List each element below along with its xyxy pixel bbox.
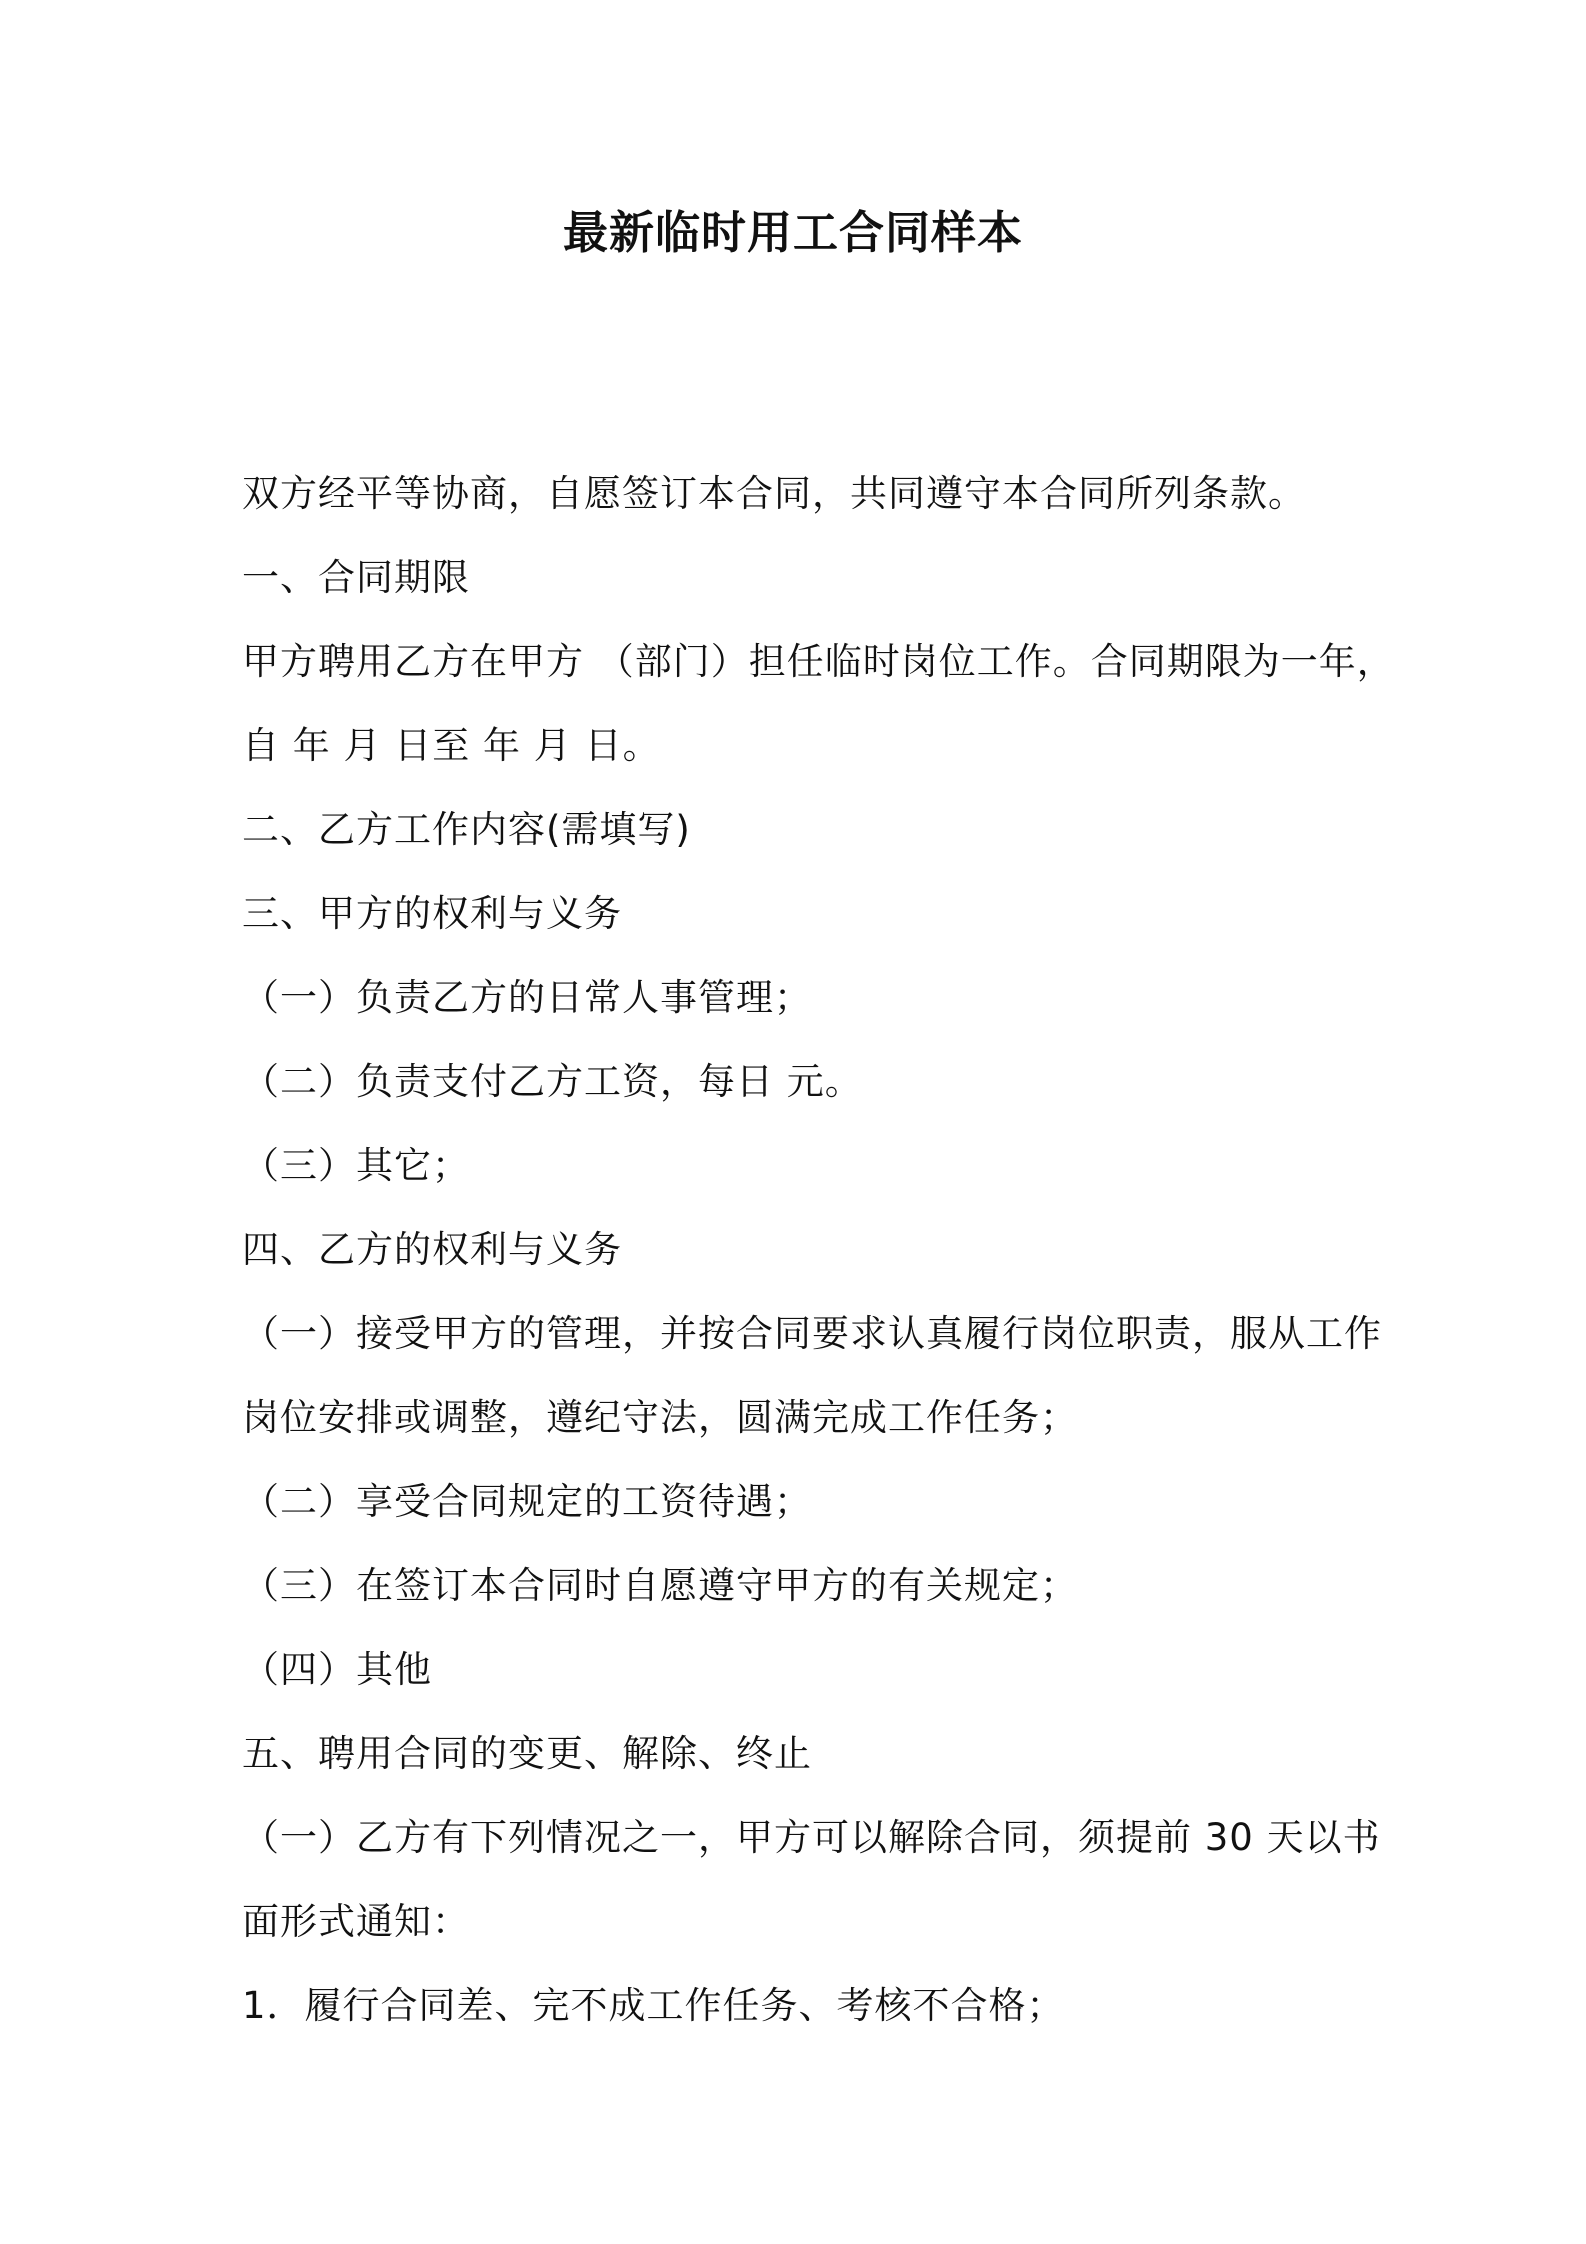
document-title: 最新临时用工合同样本 (562, 206, 1023, 259)
clause-4-2: （二）享受合同规定的工资待遇； (242, 1480, 812, 1523)
clause-4-1-line-1: （一）接受甲方的管理，并按合同要求认真履行岗位职责，服从工作 (242, 1312, 1382, 1355)
section-heading-5: 五、聘用合同的变更、解除、终止 (242, 1732, 812, 1775)
clause-5-1-item-1: 1．履行合同差、完不成工作任务、考核不合格； (242, 1984, 1065, 2027)
clause-4-1-line-2: 岗位安排或调整，遵纪守法，圆满完成工作任务； (242, 1396, 1078, 1439)
clause-4-3: （三）在签订本合同时自愿遵守甲方的有关规定； (242, 1564, 1078, 1607)
clause-5-1-line-2: 面形式通知： (242, 1900, 470, 1943)
clause-4-4: （四）其他 (242, 1648, 432, 1691)
clause-3-2: （二）负责支付乙方工资，每日 元。 (242, 1060, 863, 1103)
intro-paragraph: 双方经平等协商，自愿签订本合同，共同遵守本合同所列条款。 (242, 472, 1306, 515)
contract-term-line-1: 甲方聘用乙方在甲方 （部门）担任临时岗位工作。合同期限为一年， (242, 640, 1395, 683)
clause-5-1-line-1: （一）乙方有下列情况之一，甲方可以解除合同，须提前 30 天以书 (242, 1816, 1381, 1859)
clause-3-3: （三）其它； (242, 1144, 470, 1187)
document-body (242, 452, 1395, 2048)
section-heading-2: 二、乙方工作内容(需填写) (242, 808, 691, 851)
section-heading-4: 四、乙方的权利与义务 (242, 1228, 622, 1271)
clause-3-1: （一）负责乙方的日常人事管理； (242, 976, 812, 1019)
section-heading-1: 一、合同期限 (242, 556, 470, 599)
contract-term-line-2: 自 年 月 日至 年 月 日。 (242, 724, 661, 767)
section-heading-3: 三、甲方的权利与义务 (242, 892, 622, 935)
